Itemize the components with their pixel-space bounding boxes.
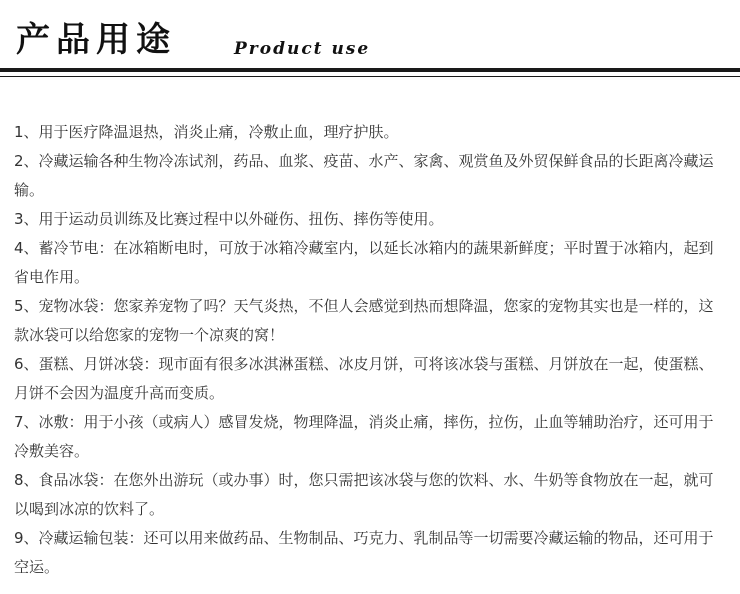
usage-item: 6、蛋糕、月饼冰袋：现市面有很多冰淇淋蛋糕、冰皮月饼，可将该冰袋与蛋糕、月饼放在一起，使蛋糕、月饼不会因为温度升高而变质。 — [14, 355, 714, 402]
usage-item: 4、蓄冷节电：在冰箱断电时，可放于冰箱冷藏室内，以延长冰箱内的蔬果新鲜度；平时置于冰箱内，起到省电作用。 — [14, 239, 714, 286]
usage-item: 8、食品冰袋：在您外出游玩（或办事）时，您只需把该冰袋与您的饮料、水、牛奶等食物放在一起，就可以喝到冰凉的饮料了。 — [14, 471, 714, 518]
usage-item: 9、冷藏运输包装：还可以用来做药品、生物制品、巧克力、乳制品等一切需要冷藏运输的物品，还可用于空运。 — [14, 529, 714, 576]
section-title: 产品用途 — [16, 20, 176, 60]
usage-item: 3、用于运动员训练及比赛过程中以外碰伤、扭伤、摔伤等使用。 — [14, 210, 444, 228]
section-header — [0, 0, 740, 80]
usage-list — [14, 118, 726, 582]
section-subtitle: Product use — [234, 39, 371, 59]
header-rule-thick — [0, 68, 740, 72]
usage-item: 1、用于医疗降温退热，消炎止痛，冷敷止血，理疗护肤。 — [14, 123, 399, 141]
usage-item: 5、宠物冰袋：您家养宠物了吗？天气炎热，不但人会感觉到热而想降温，您家的宠物其实也是一样的，这款冰袋可以给您家的宠物一个凉爽的窝！ — [14, 297, 714, 344]
header-rule-thin — [0, 76, 740, 77]
usage-item: 2、冷藏运输各种生物冷冻试剂，药品、血浆、疫苗、水产、家禽、观赏鱼及外贸保鲜食品的长距离冷藏运输。 — [14, 152, 714, 199]
usage-item: 7、冰敷：用于小孩（或病人）感冒发烧，物理降温，消炎止痛，摔伤，拉伤，止血等辅助治疗，还可用于冷敷美容。 — [14, 413, 714, 460]
